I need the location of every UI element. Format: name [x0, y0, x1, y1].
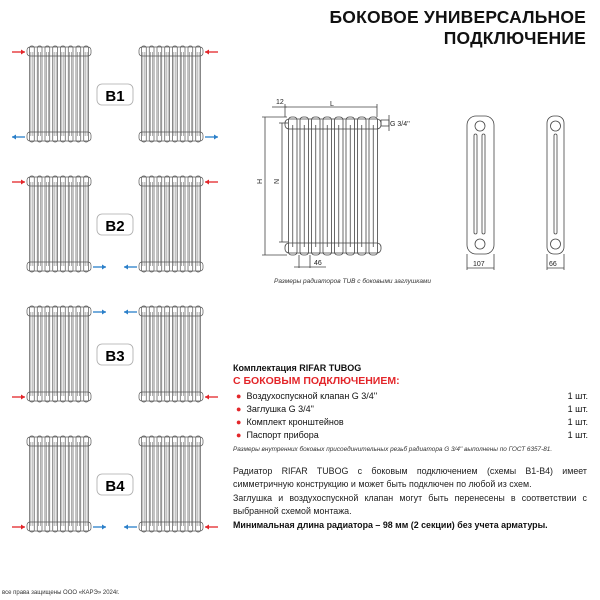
supply-arrow-icon: [205, 525, 218, 530]
kit-item-qty: 1 шт.: [567, 430, 588, 441]
kit-item-name: Заглушка G 3/4'': [246, 403, 315, 414]
kit-item-name: Паспорт прибора: [246, 430, 319, 441]
return-arrow-icon: [124, 265, 137, 270]
description: [233, 465, 587, 532]
supply-arrow-icon: [12, 50, 25, 55]
scheme-label: B2: [105, 218, 125, 235]
dim-thread-label: G 3/4'': [390, 121, 410, 128]
dim-46-label: 46: [314, 260, 322, 267]
supply-arrow-icon: [205, 180, 218, 185]
scheme-b4: [12, 436, 218, 532]
kit-item: [233, 389, 588, 402]
supply-arrow-icon: [12, 180, 25, 185]
return-arrow-icon: [205, 135, 218, 140]
dim-h-label: H: [257, 178, 264, 184]
description-p3: Минимальная длина радиатора – 98 мм (2 секции) без учета арматуры.: [233, 519, 548, 530]
radiator-icon: [139, 306, 203, 402]
connection-schemes: [0, 0, 230, 580]
return-arrow-icon: [93, 525, 106, 530]
dim-107-label: 107: [473, 261, 485, 268]
kit-heading: Комплектация RIFAR TUBOG: [233, 363, 362, 373]
copyright: все права защищены ООО «КАРЭ» 2024г.: [2, 590, 120, 596]
scheme-b3: [12, 306, 218, 402]
description-p1: Радиатор RIFAR TUBOG с боковым подключением (схемы В1-В4) имеет симметричную конструкцию и может быть подключен по любой из схем.: [233, 466, 587, 490]
scheme-label: B1: [105, 88, 125, 105]
dim-l-label: L: [330, 101, 334, 108]
return-arrow-icon: [93, 310, 106, 315]
kit-subheading: С БОКОВЫМ ПОДКЛЮЧЕНИЕМ:: [233, 375, 400, 387]
return-arrow-icon: [12, 135, 25, 140]
scheme-label: B3: [105, 348, 125, 365]
scheme-b1: [12, 46, 218, 142]
kit-section: [233, 363, 588, 453]
scheme-label: B4: [105, 478, 125, 495]
supply-arrow-icon: [12, 525, 25, 530]
kit-item-qty: 1 шт.: [567, 390, 588, 401]
kit-item-name: Воздухоспускной клапан G 3/4'': [246, 390, 378, 401]
dim-n-label: N: [274, 178, 281, 184]
kit-item-name: Комплект кронштейнов: [246, 416, 344, 427]
kit-item-qty: 1 шт.: [567, 403, 588, 414]
radiator-icon: [139, 176, 203, 272]
bullet-icon: ●: [236, 430, 242, 441]
kit-item: [233, 429, 588, 442]
description-p2: Заглушка и воздухоспускной клапан могут быть перенесены в соответствии с выбранной схемой монтажа.: [233, 492, 587, 517]
radiator-icon: [27, 436, 91, 532]
radiator-icon: [27, 176, 91, 272]
return-arrow-icon: [124, 525, 137, 530]
kit-item: [233, 402, 588, 415]
supply-arrow-icon: [12, 395, 25, 400]
page-title: БОКОВОЕ УНИВЕРСАЛЬНОЕ ПОДКЛЮЧЕНИЕ: [329, 7, 586, 48]
kit-item: [233, 415, 588, 428]
scheme-b2: [12, 176, 218, 272]
radiator-icon: [139, 436, 203, 532]
bullet-icon: ●: [236, 403, 242, 414]
radiator-icon: [27, 46, 91, 142]
kit-note: Размеры внутренних боковых присоединительных резьб радиатора G 3/4'' выполнены по ГОСТ 6357-81.: [233, 445, 553, 453]
radiator-icon: [27, 306, 91, 402]
bullet-icon: ●: [236, 416, 242, 427]
kit-item-qty: 1 шт.: [567, 416, 588, 427]
dim-66-label: 66: [549, 261, 557, 268]
return-arrow-icon: [124, 310, 137, 315]
supply-arrow-icon: [205, 50, 218, 55]
drawing-caption: Размеры радиаторов TUB с боковыми заглушками: [274, 278, 432, 285]
bullet-icon: ●: [236, 390, 242, 401]
return-arrow-icon: [93, 265, 106, 270]
radiator-icon: [139, 46, 203, 142]
supply-arrow-icon: [205, 395, 218, 400]
dim-12-label: 12: [276, 99, 284, 106]
